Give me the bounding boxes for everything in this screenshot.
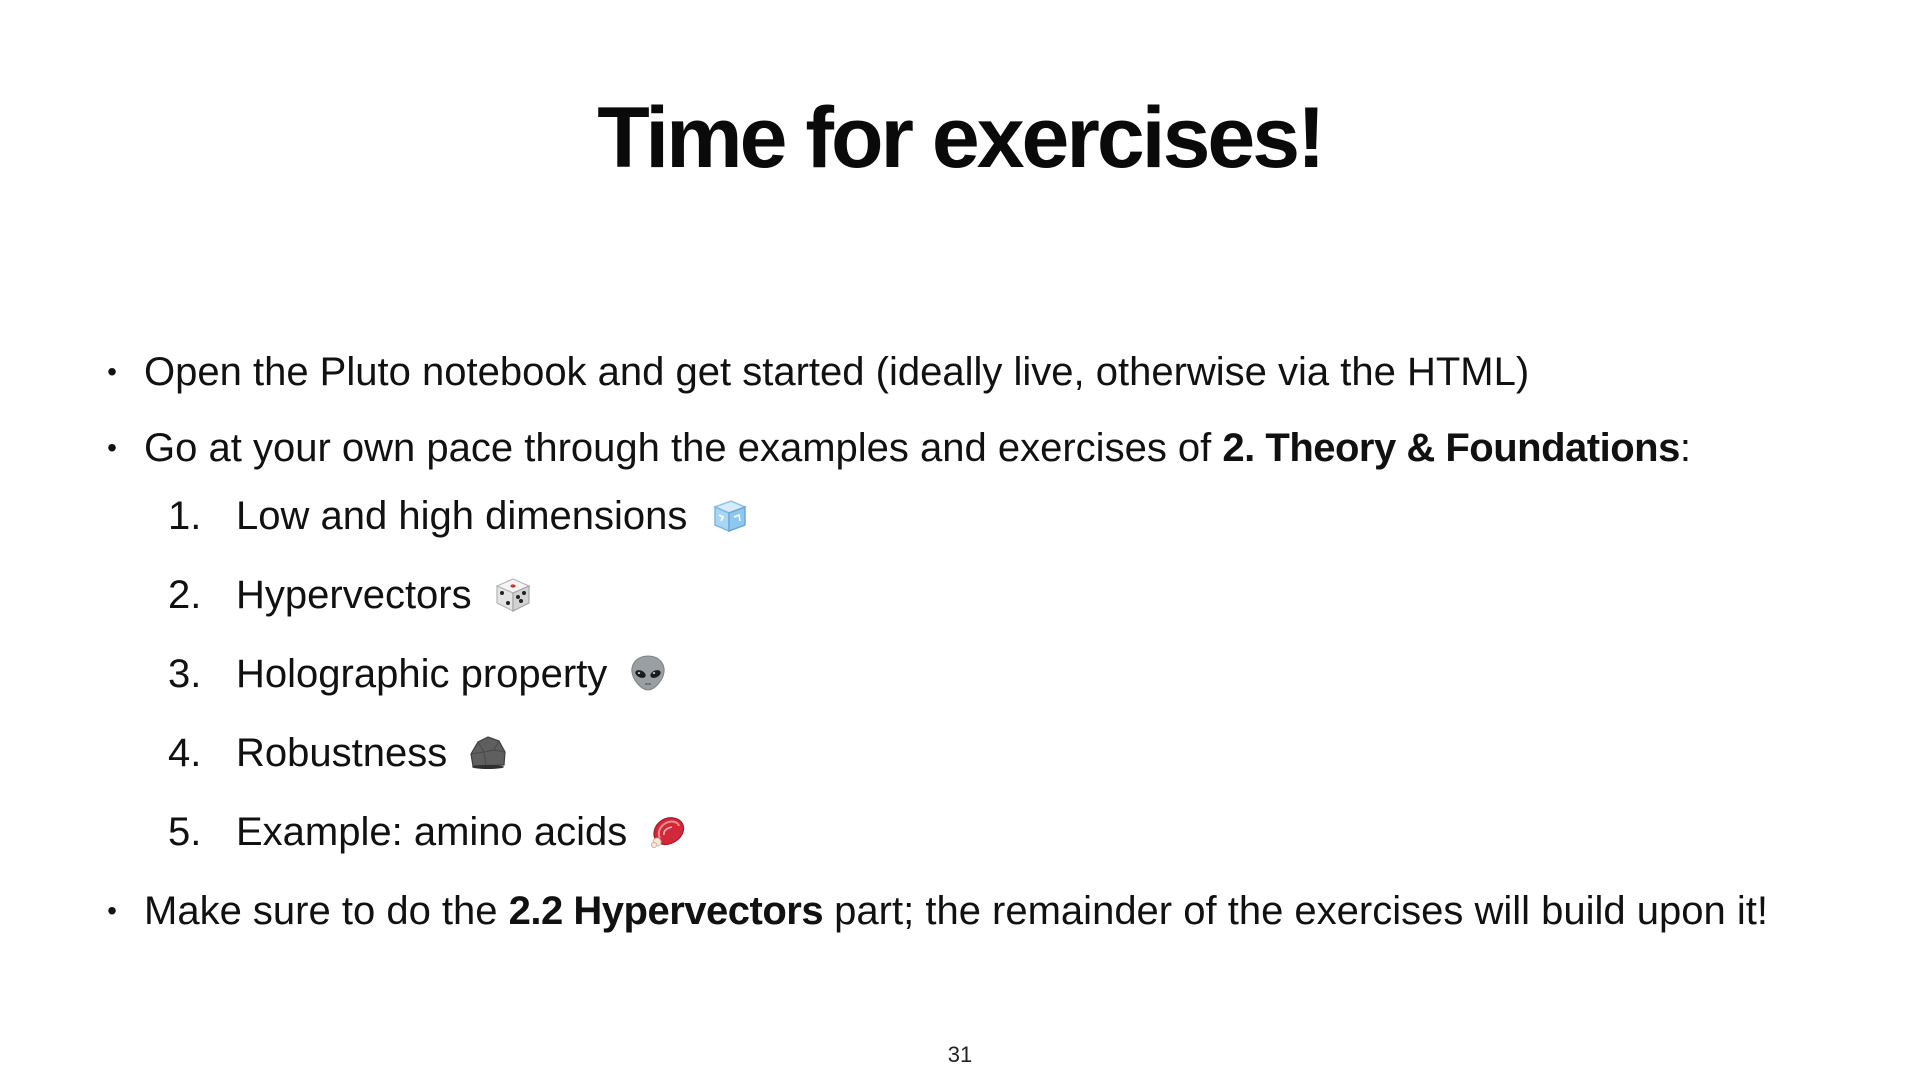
- list-item-label: Hypervectors: [236, 573, 472, 617]
- slide-title: Time for exercises!: [597, 90, 1323, 186]
- list-item-label: Holographic property: [236, 652, 608, 696]
- bullet-open-notebook: [100, 345, 1860, 399]
- list-item-number: 4.: [168, 731, 202, 775]
- exercise-list: [100, 489, 1860, 859]
- bullet-text-after: :: [1679, 426, 1691, 470]
- alien-icon: [628, 653, 668, 693]
- list-item: [100, 568, 1860, 622]
- list-item-label: Example: amino acids: [236, 810, 628, 854]
- rock-icon: [468, 732, 508, 772]
- list-item-number: 5.: [168, 810, 202, 854]
- bullet-dot: •: [107, 895, 117, 926]
- bullet-text-before: Go at your own pace through the examples and exercises of: [144, 426, 1223, 470]
- list-item-label: Robustness: [236, 731, 448, 775]
- bullet-bold-section-name: 2. Theory & Foundations: [1222, 426, 1680, 470]
- list-item-label: Low and high dimensions: [236, 494, 688, 538]
- list-item: [100, 489, 1860, 543]
- bullet-text-after: part; the remainder of the exercises will build upon it!: [823, 889, 1768, 933]
- bullet-dot: •: [107, 356, 117, 387]
- die-icon: [493, 574, 533, 614]
- meat-icon: [648, 811, 688, 851]
- bullet-text-before: Make sure to do the: [144, 889, 509, 933]
- list-item-number: 2.: [168, 573, 202, 617]
- list-item-number: 1.: [168, 494, 202, 538]
- bullet-dot: •: [107, 432, 117, 463]
- slide-content: [100, 345, 1860, 960]
- list-item-number: 3.: [168, 652, 202, 696]
- ice-cube-icon: [709, 495, 749, 535]
- list-item: [100, 726, 1860, 780]
- list-item: [100, 805, 1860, 859]
- bullet-make-sure: [100, 884, 1860, 938]
- bullet-text: Open the Pluto notebook and get started (ideally live, otherwise via the HTML): [144, 350, 1530, 394]
- list-item: [100, 647, 1860, 701]
- page-number: 31: [947, 1042, 973, 1067]
- bullet-go-at-your-pace: [100, 421, 1860, 475]
- bullet-bold-section-name: 2.2 Hypervectors: [508, 889, 824, 933]
